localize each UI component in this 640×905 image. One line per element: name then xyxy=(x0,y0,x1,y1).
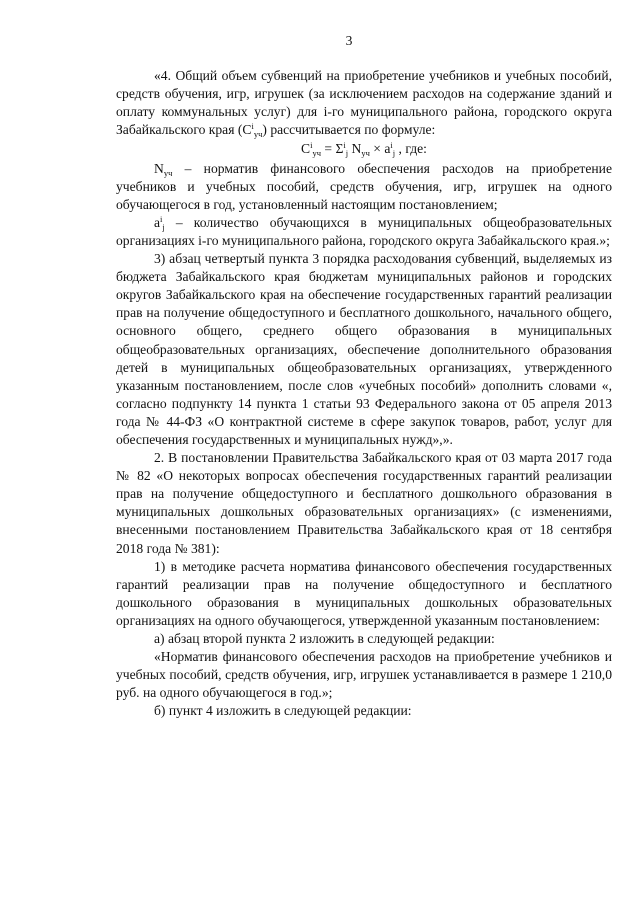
symbol-a-ij: $a^i_j$ xyxy=(154,213,165,232)
paragraph-text-end: ) рассчитывается по формуле: xyxy=(262,122,436,138)
paragraph-subvention-volume xyxy=(116,67,612,139)
page-number: 3 xyxy=(345,33,353,48)
paragraph-a-ij-definition xyxy=(116,214,612,250)
symbol-c-uch: $C^i_{уч}$ xyxy=(242,121,263,140)
paragraph-item-b: б) пункт 4 изложить в следующей редакции: xyxy=(154,703,412,719)
paragraph-text: – количество обучающихся в муниципальных общеобразовательных организациях i-го муниципального района, городского округа Забайкальского края.»; xyxy=(116,214,612,248)
paragraph-item-3: 3) абзац четвертый пункта 3 порядка расходования субвенций, выделяемых из бюджета Забайкальского края бюджетам муниципальных районов и городских округов Забайкальского края на обеспечение государственных гарантий реализации прав на получение общедоступного и бесплатного дошкольного, начального общего, основного общего, среднего общего образования в муниципальных общеобразовательных организациях, обеспечение дополнительного образования детей в муниципальных общеобразовательных организациях, утвержденного указанным постановлением, после слов «учебных пособий» дополнить словами «, согласно подпункту 14 пункта 1 статьи 93 Федерального закона от 05 апреля 2013 года № 44-ФЗ «О контрактной системе в сфере закупок товаров, работ, услуг для обеспечения государственных и муниципальных нужд»,». xyxy=(116,251,612,447)
formula: $C^i_{уч} = \Sigma^i_j$ $N_{уч} \times a^i_j$ , где: xyxy=(301,140,427,159)
paragraph-item-1-methodology: 1) в методике расчета норматива финансового обеспечения государственных гарантий реализации прав на получение общедоступного и бесплатного дошкольного образования в муниципальных дошкольных образовательных организациях на одного обучающегося, утвержденной указанным постановлением: xyxy=(116,558,612,628)
paragraph-section-2: 2. В постановлении Правительства Забайкальского края от 03 марта 2017 года № 82 «О некоторых вопросах обеспечения государственных гарантий реализации прав на получение общедоступного и бесплатного дошкольного образования в муниципальных дошкольных образовательных организациях» (с изменениями, внесенными постановлением Правительства Забайкальского края от 18 сентября 2018 года № 381): xyxy=(116,450,612,556)
paragraph-item-a: а) абзац второй пункта 2 изложить в следующей редакции: xyxy=(154,631,495,646)
paragraph-text: «4. Общий объем субвенций на приобретение учебников и учебных пособий, средств обучения, игр, игрушек (за исключением расходов на содержание зданий и оплату коммунальных услуг) для i-го муниципального района, городского округа Забайкальского края ( xyxy=(116,68,612,138)
paragraph-n-uch-definition xyxy=(116,160,612,214)
paragraph-text: – норматив финансового обеспечения расходов на приобретение учебников и учебных пособий, средств обучения, игр, игрушек на одного обучающегося в год, установленный настоящим постановлением; xyxy=(116,160,612,212)
symbol-n-uch: $N_{уч}$ xyxy=(154,160,173,178)
paragraph-normative-quote: «Норматив финансового обеспечения расходов на приобретение учебников и учебных пособий, средств обучения, игр, игрушек устанавливается в размере 1 210,0 руб. на одного обучающегося в год.»; xyxy=(116,649,612,701)
